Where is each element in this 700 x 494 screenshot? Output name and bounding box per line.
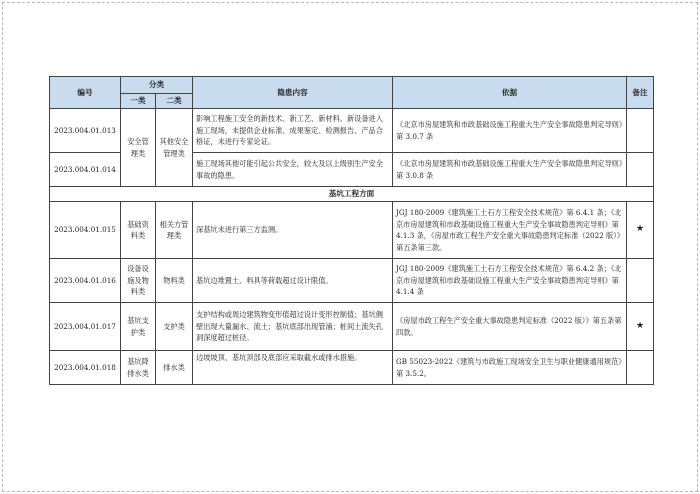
row-note xyxy=(627,109,654,153)
row-basis: GB 55023-2022《建筑与市政施工现场安全卫生与职业健康通用规范》第 3.5.2。 xyxy=(393,351,627,385)
row-content: 边坡坡顶、基坑顶部及底部应采取截水或排水措施。 xyxy=(193,351,393,385)
section-title: 基坑工程方面 xyxy=(50,187,654,202)
header-code: 编号 xyxy=(50,77,121,109)
row-code: 2023.004.01.015 xyxy=(50,202,121,259)
row-cat2: 物料类 xyxy=(156,259,193,303)
row-cat1: 基础资料类 xyxy=(121,202,156,259)
row-content: 支护结构或周边建筑物变形值超过设计变形控制值；基坑侧壁出现大量漏水、流土；基坑底部出现管涌；桩间土流失孔洞深度超过桩径。 xyxy=(193,303,393,351)
row-basis: 《北京市房屋建筑和市政基础设施工程重大生产安全事故隐患判定导则》第 3.0.8 条 xyxy=(393,153,627,187)
row-code: 2023.004.01.016 xyxy=(50,259,121,303)
row-content: 深基坑未进行第三方监测。 xyxy=(193,202,393,259)
header-note: 备注 xyxy=(627,77,654,109)
header-cat2: 二类 xyxy=(156,94,193,109)
header-cat1: 一类 xyxy=(121,94,156,109)
row-cat2: 排水类 xyxy=(156,351,193,385)
row-basis: JGJ 180-2009《建筑施工土石方工程安全技术规范》第 6.4.1 条；《北京市房屋建筑和市政基础设施工程重大生产安全事故隐患判定导则》第 4.1.3 条，《房屋市政工程生产安全重大事故隐患判定标准（2022 版）》第五条第三款。 xyxy=(393,202,627,259)
header-content: 隐患内容 xyxy=(193,77,393,109)
row-cat2: 支护类 xyxy=(156,303,193,351)
row-cat2: 其他安全管理类 xyxy=(156,109,193,187)
star-icon: ★ xyxy=(627,303,654,351)
row-content: 施工现场其他可能引起公共安全，较大及以上级别生产安全事故的隐患。 xyxy=(193,153,393,187)
row-code: 2023.004.01.017 xyxy=(50,303,121,351)
row-content: 基坑边堆置土、料具等荷载超过设计限值。 xyxy=(193,259,393,303)
star-icon: ★ xyxy=(627,202,654,259)
hazard-table xyxy=(49,76,654,385)
row-note xyxy=(627,351,654,385)
row-cat2: 相关方管理类 xyxy=(156,202,193,259)
table-row xyxy=(50,109,654,153)
row-cat1: 基坑降排水类 xyxy=(121,351,156,385)
table-row xyxy=(50,351,654,385)
row-cat1: 基坑支护类 xyxy=(121,303,156,351)
row-cat1: 设备设施及物料类 xyxy=(121,259,156,303)
table-row xyxy=(50,202,654,259)
row-note xyxy=(627,153,654,187)
row-content: 影响工程施工安全的新技术、新工艺、新材料、新设备进入施工现场，未提供企业标准、成果鉴定、检测报告、产品合格证，未进行专家论证。 xyxy=(193,109,393,153)
header-category: 分类 xyxy=(121,77,193,94)
row-code: 2023.004.01.013 xyxy=(50,109,121,153)
row-code: 2023.004.01.018 xyxy=(50,351,121,385)
row-basis: 《北京市房屋建筑和市政基础设施工程重大生产安全事故隐患判定导则》第 3.0.7 条 xyxy=(393,109,627,153)
row-note xyxy=(627,259,654,303)
row-basis: 《房屋市政工程生产安全重大事故隐患判定标准（2022 版）》第五条第四款。 xyxy=(393,303,627,351)
table-row xyxy=(50,303,654,351)
row-cat1: 安全管理类 xyxy=(121,109,156,187)
header-basis: 依据 xyxy=(393,77,627,109)
section-row xyxy=(50,187,654,202)
table-row xyxy=(50,259,654,303)
row-basis: JGJ 180-2009《建筑施工土石方工程安全技术规范》第 6.4.2 条；《北京市房屋建筑和市政基础设施工程重大生产安全事故隐患判定导则》第 4.1.4 条 xyxy=(393,259,627,303)
row-code: 2023.004.01.014 xyxy=(50,153,121,187)
